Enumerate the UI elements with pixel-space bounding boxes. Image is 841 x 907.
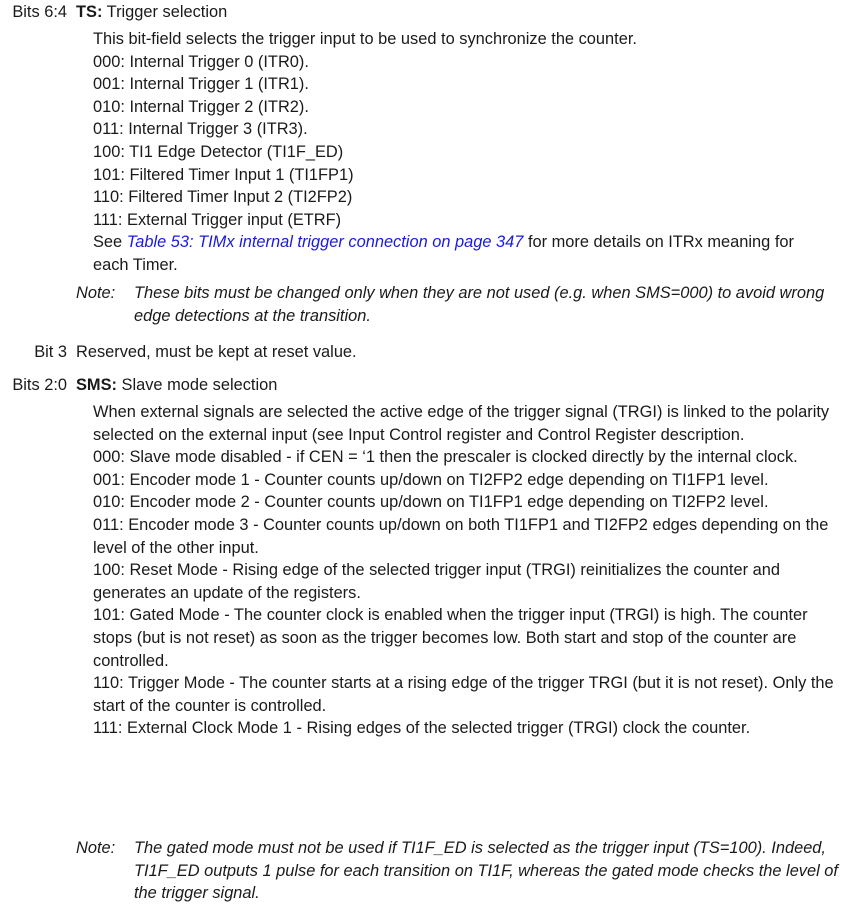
option-item: 011: Encoder mode 3 - Counter counts up/down on both TI1FP1 and TI2FP2 edges depending on the level of the other input. bbox=[93, 515, 829, 557]
option-item: 001: Internal Trigger 1 (ITR1). bbox=[93, 75, 309, 94]
ts-description bbox=[93, 28, 835, 277]
option-item: 001: Encoder mode 1 - Counter counts up/down on TI2FP2 edge depending on TI1FP1 level. bbox=[93, 470, 769, 489]
reserved-text: Reserved, must be kept at reset value. bbox=[76, 343, 357, 361]
option-item: 110: Trigger Mode - The counter starts at a rising edge of the trigger TRGI (but it is not reset). Only the start of the counter is controlled. bbox=[93, 674, 834, 715]
field-heading bbox=[76, 1, 227, 24]
field-title: Slave mode selection bbox=[116, 376, 278, 394]
intro-text: When external signals are selected the active edge of the trigger signal (TRGI) is linked to the polarity selected on the external input (see Input Control register and Control Register description. bbox=[93, 403, 830, 444]
option-item: 010: Internal Trigger 2 (ITR2). bbox=[93, 97, 309, 116]
field-heading bbox=[76, 374, 277, 397]
option-item: 111: External Clock Mode 1 - Rising edges of the selected trigger (TRGI) clock the counter. bbox=[93, 719, 751, 738]
bit-range-label: Bits 6:4 bbox=[12, 3, 67, 21]
option-item: 011: Internal Trigger 3 (ITR3). bbox=[93, 120, 308, 139]
see-suffix: for more details on ITRx meaning for each Timer. bbox=[93, 233, 794, 274]
intro-text: This bit-field selects the trigger input to be used to synchronize the counter. bbox=[93, 30, 637, 48]
option-item: 100: Reset Mode - Rising edge of the selected trigger input (TRGI) reinitializes the counter and generates an update of the registers. bbox=[93, 561, 780, 602]
bit-range-label: Bits 2:0 bbox=[12, 376, 67, 394]
option-item: 111: External Trigger input (ETRF) bbox=[93, 210, 342, 229]
option-item: 000: Internal Trigger 0 (ITR0). bbox=[93, 52, 309, 71]
field-title: Trigger selection bbox=[102, 3, 228, 21]
option-item: 100: TI1 Edge Detector (TI1F_ED) bbox=[93, 142, 344, 161]
sms-description bbox=[93, 401, 835, 740]
see-prefix: See bbox=[93, 233, 127, 252]
option-item: 101: Filtered Timer Input 1 (TI1FP1) bbox=[93, 165, 354, 184]
table-link[interactable]: Table 53: TIMx internal trigger connection on page 347 bbox=[126, 233, 524, 252]
option-item: 101: Gated Mode - The counter clock is enabled when the trigger input (TRGI) is high. The counter stops (but is not reset) as soon as the trigger becomes low. Both start and stop of the counter are controlled. bbox=[93, 606, 808, 670]
field-name: SMS: bbox=[76, 376, 117, 394]
note-label: Note: bbox=[76, 284, 116, 302]
option-item: 000: Slave mode disabled - if CEN = ‘1 then the prescaler is clocked directly by the internal clock. bbox=[93, 448, 798, 467]
note-text: The gated mode must not be used if TI1F_ED is selected as the trigger input (TS=100). Indeed, TI1F_ED outputs 1 pulse for each transition on TI1F, whereas the gated mode checks the level of the trigger signal. bbox=[134, 839, 838, 903]
note-label: Note: bbox=[76, 839, 116, 857]
option-item: 110: Filtered Timer Input 2 (TI2FP2) bbox=[93, 188, 353, 207]
field-name: TS: bbox=[76, 3, 103, 21]
option-item: 010: Encoder mode 2 - Counter counts up/down on TI1FP1 edge depending on TI2FP2 level. bbox=[93, 493, 769, 512]
note-text: These bits must be changed only when they are not used (e.g. when SMS=000) to avoid wrong edge detections at the transition. bbox=[134, 284, 825, 325]
see-reference bbox=[93, 231, 823, 276]
bit-range-label: Bit 3 bbox=[34, 343, 67, 361]
